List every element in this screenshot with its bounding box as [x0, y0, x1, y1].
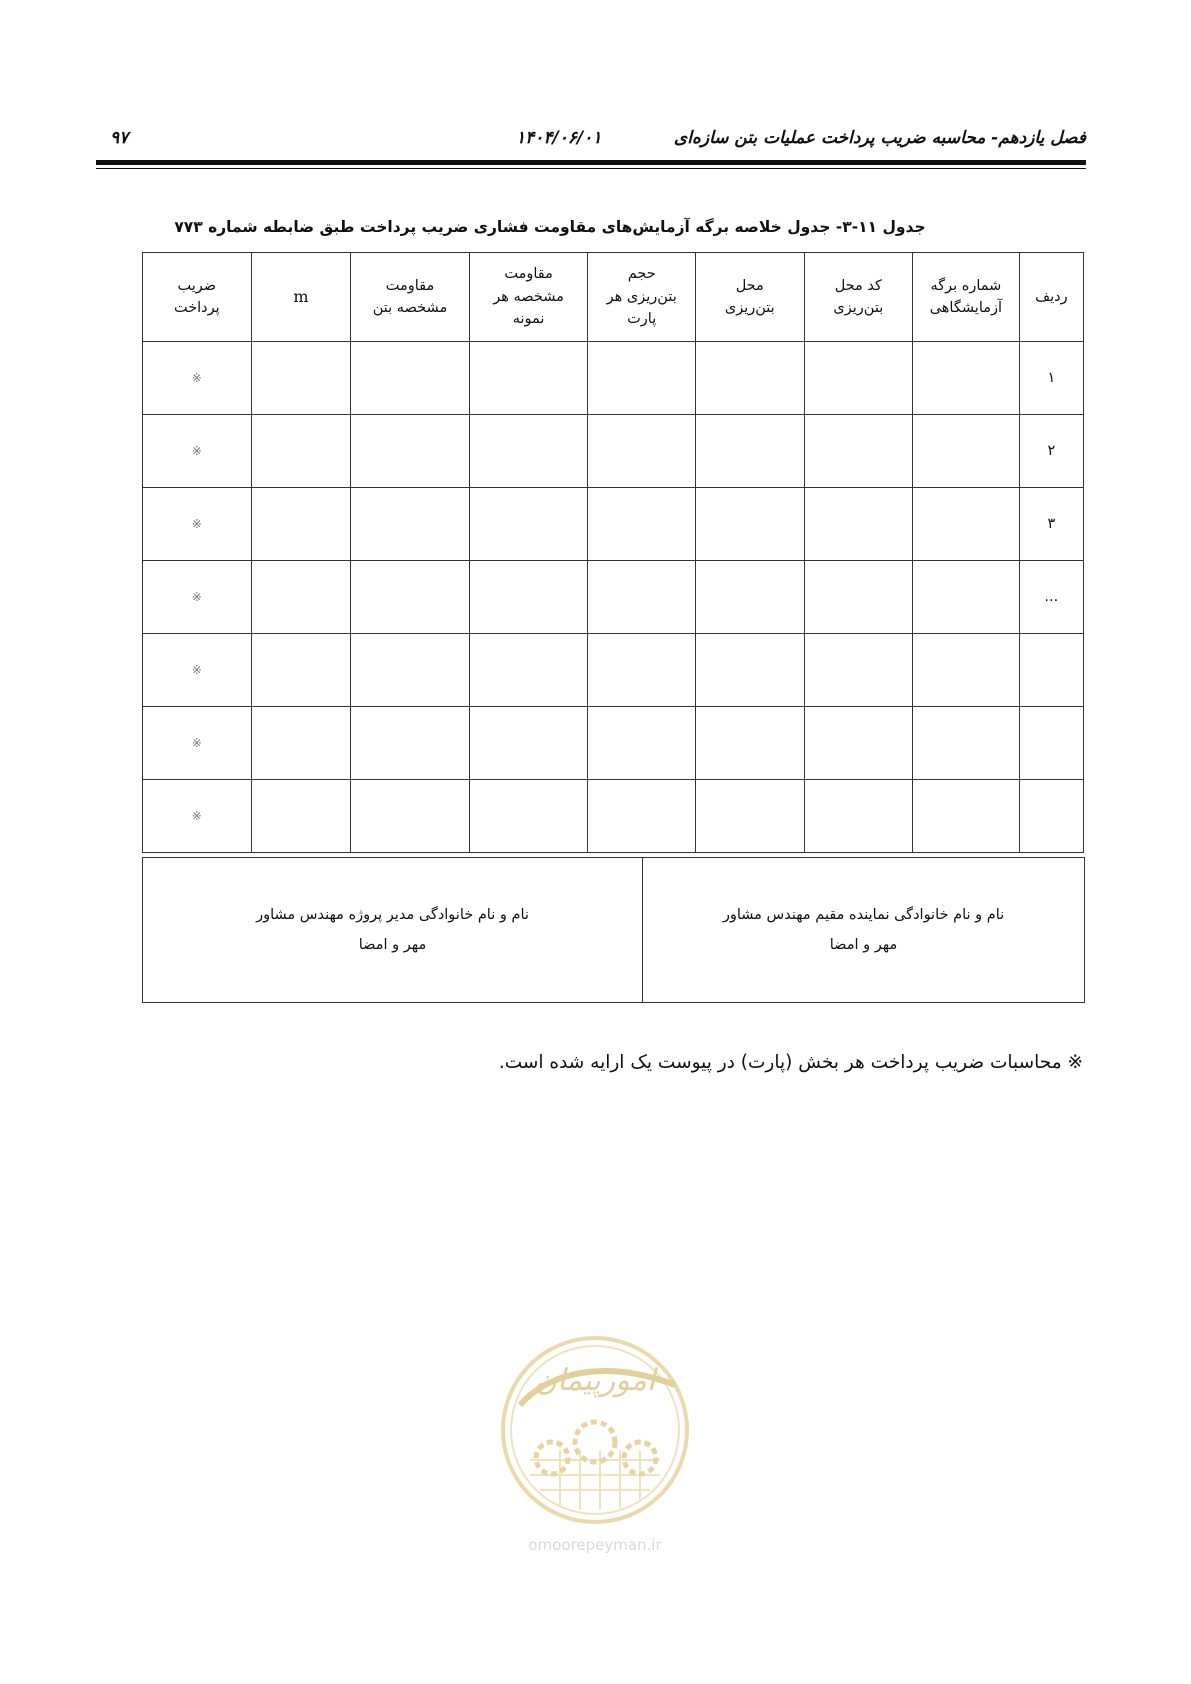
payment-factor-cell: ※: [143, 561, 252, 634]
table-cell: [469, 488, 588, 561]
table-cell: [804, 780, 913, 853]
project-manager-label: نام و نام خانوادگی مدیر پروژه مهندس مشاور: [256, 906, 529, 923]
table-cell: [695, 342, 804, 415]
payment-factor-cell: ※: [143, 415, 252, 488]
table-cell: [469, 634, 588, 707]
table-cell: [804, 488, 913, 561]
table-cell: [913, 780, 1020, 853]
header-concrete-strength: مقاومت مشخصه بتن: [351, 253, 470, 342]
row-number-cell: ...: [1019, 561, 1083, 634]
row-number-cell: ۳: [1019, 488, 1083, 561]
table-row: [143, 780, 1084, 853]
row-number-cell: [1019, 780, 1083, 853]
table-cell: [804, 707, 913, 780]
watermark-logo: [490, 1330, 700, 1560]
payment-factor-cell: ※: [143, 634, 252, 707]
table-cell: [588, 342, 696, 415]
header-m: m: [251, 253, 351, 342]
table-row: [143, 707, 1084, 780]
header-sheet-number: شماره برگه آزمایشگاهی: [913, 253, 1020, 342]
table-cell: [588, 707, 696, 780]
row-number-cell: ۲: [1019, 415, 1083, 488]
header-location: محل بتن‌ریزی: [695, 253, 804, 342]
resident-rep-stamp-label: مهر و امضا: [829, 937, 898, 953]
header-row-number: ردیف: [1019, 253, 1083, 342]
table-caption: جدول ۱۱-۳- جدول خلاصه برگه آزمایش‌های مقاومت فشاری ضریب پرداخت طبق ضابطه شماره ۷۷۳: [174, 218, 926, 236]
page-number: ۹۷: [110, 128, 129, 148]
table-cell: [804, 561, 913, 634]
signature-table: [142, 857, 1085, 1003]
row-number-cell: [1019, 634, 1083, 707]
payment-factor-cell: ※: [143, 780, 252, 853]
table-cell: [251, 342, 351, 415]
project-manager-signature-box: [143, 858, 643, 1003]
table-row: [143, 488, 1084, 561]
table-cell: [695, 415, 804, 488]
table-cell: [695, 707, 804, 780]
table-cell: [804, 342, 913, 415]
table-cell: [251, 415, 351, 488]
table-row: [143, 342, 1084, 415]
table-cell: [351, 780, 470, 853]
table-cell: [469, 707, 588, 780]
table-cell: [251, 707, 351, 780]
row-number-cell: [1019, 707, 1083, 780]
header-volume: حجم بتن‌ریزی هر پارت: [588, 253, 696, 342]
payment-factor-cell: ※: [143, 488, 252, 561]
table-cell: [695, 634, 804, 707]
table-cell: [913, 634, 1020, 707]
header-rule-thin: [96, 168, 1086, 169]
header-location-code: کد محل بتن‌ریزی: [804, 253, 913, 342]
table-cell: [251, 488, 351, 561]
table-cell: [351, 707, 470, 780]
table-cell: [469, 780, 588, 853]
table-cell: [469, 342, 588, 415]
table-cell: [588, 634, 696, 707]
table-cell: [588, 561, 696, 634]
page-header: [96, 128, 1086, 152]
table-cell: [351, 488, 470, 561]
table-cell: [804, 415, 913, 488]
table-cell: [913, 561, 1020, 634]
table-row: [143, 634, 1084, 707]
table-cell: [588, 488, 696, 561]
watermark-text: امورپیمان: [534, 1363, 656, 1398]
table-cell: [695, 561, 804, 634]
table-cell: [804, 634, 913, 707]
chapter-title: فصل یازدهم- محاسبه ضریب پرداخت عملیات بتن سازه‌ای: [673, 128, 1086, 148]
header-sample-strength: مقاومت مشخصه هر نمونه: [469, 253, 588, 342]
table-cell: [351, 561, 470, 634]
table-row: [143, 415, 1084, 488]
table-cell: [351, 634, 470, 707]
header-rule-thick: [96, 160, 1086, 165]
table-cell: [588, 780, 696, 853]
table-cell: [251, 780, 351, 853]
header-payment-factor: ضریب پرداخت: [143, 253, 252, 342]
table-header-row: [143, 253, 1084, 342]
payment-factor-cell: ※: [143, 342, 252, 415]
table-cell: [588, 415, 696, 488]
table-cell: [695, 780, 804, 853]
watermark-url: omoorepeyman.ir: [528, 1536, 662, 1554]
footnote: ※ محاسبات ضریب پرداخت هر بخش (پارت) در پیوست یک ارایه شده است.: [498, 1052, 1083, 1073]
table-cell: [351, 342, 470, 415]
table-cell: [469, 561, 588, 634]
summary-table: [142, 252, 1084, 853]
table-cell: [469, 415, 588, 488]
project-manager-stamp-label: مهر و امضا: [358, 937, 427, 953]
payment-factor-cell: ※: [143, 707, 252, 780]
row-number-cell: ۱: [1019, 342, 1083, 415]
table-cell: [913, 488, 1020, 561]
table-cell: [251, 634, 351, 707]
table-cell: [913, 342, 1020, 415]
resident-rep-signature-box: [643, 858, 1085, 1003]
table-cell: [913, 415, 1020, 488]
table-cell: [695, 488, 804, 561]
table-cell: [251, 561, 351, 634]
table-row: [143, 561, 1084, 634]
table-cell: [913, 707, 1020, 780]
resident-rep-label: نام و نام خانوادگی نماینده مقیم مهندس مشاور: [722, 906, 1005, 923]
table-cell: [351, 415, 470, 488]
header-date: ۱۴۰۴/۰۶/۰۱: [516, 128, 602, 148]
